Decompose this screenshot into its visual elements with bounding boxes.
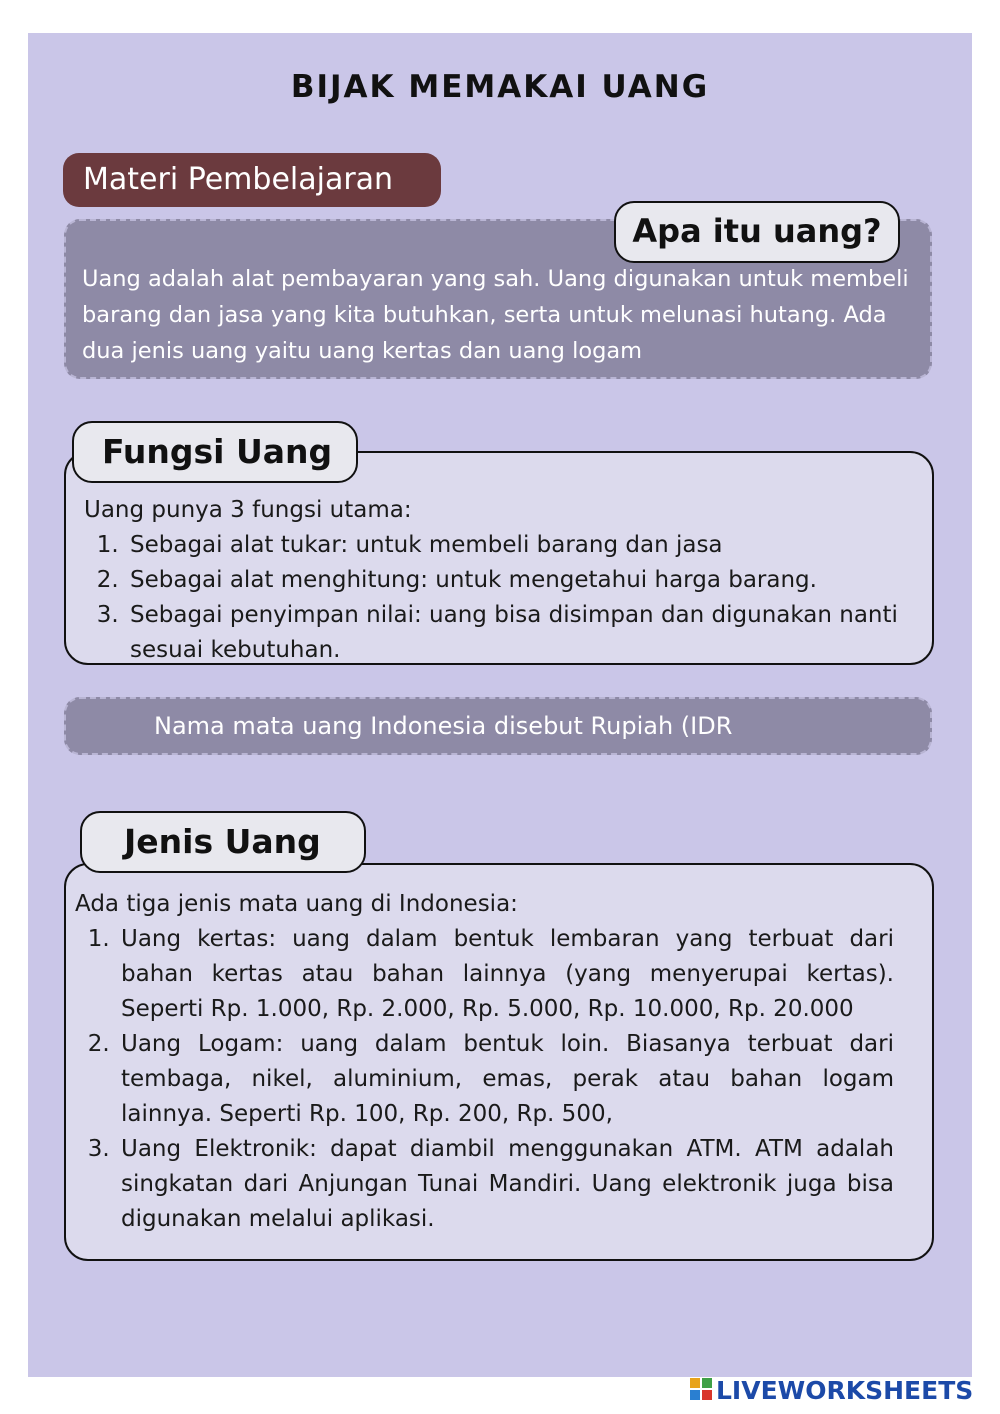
list-item: 3. Sebagai penyimpan nilai: uang bisa disimpan dan digunakan nanti sesuai kebutuhan. xyxy=(126,598,902,668)
worksheet-page xyxy=(28,33,972,1377)
fungsi-uang-heading: Fungsi Uang xyxy=(72,421,358,483)
jenis-uang-box xyxy=(64,863,934,1261)
list-item: 2. Sebagai alat menghitung: untuk mengetahui harga barang. xyxy=(126,563,902,598)
list-item: 3. Uang Elektronik: dapat diambil menggunakan ATM. ATM adalah singkatan dari Anjungan Tunai Mandiri. Uang elektronik juga bisa digunakan melalui aplikasi. xyxy=(117,1132,894,1237)
list-item: 1. Uang kertas: uang dalam bentuk lembaran yang terbuat dari bahan kertas atau bahan lainnya (yang menyerupai kertas). Seperti Rp. 1.000, Rp. 2.000, Rp. 5.000, Rp. 10.000, Rp. 20.000 xyxy=(117,922,894,1027)
liveworksheets-icon xyxy=(690,1377,714,1407)
jenis-intro: Ada tiga jenis mata uang di Indonesia: xyxy=(75,891,518,917)
apa-itu-uang-heading: Apa itu uang? xyxy=(614,201,900,263)
rupiah-box xyxy=(64,697,932,755)
brand-text: LIVEWORKSHEETS xyxy=(716,1376,974,1405)
jenis-list xyxy=(75,922,894,1237)
apa-itu-uang-text: Uang adalah alat pembayaran yang sah. Uang digunakan untuk membeli barang dan jasa yang kita butuhkan, serta untuk melunasi hutang. Ada dua jenis uang yaitu uang kertas dan uang logam xyxy=(82,266,909,364)
list-item: 2. Uang Logam: uang dalam bentuk loin. Biasanya terbuat dari tembaga, nikel, aluminium, emas, perak atau bahan logam lainnya. Seperti Rp. 100, Rp. 200, Rp. 500, xyxy=(117,1027,894,1132)
materi-pembelajaran-tag: Materi Pembelajaran xyxy=(63,153,441,207)
fungsi-list xyxy=(84,528,902,668)
list-item: 1. Sebagai alat tukar: untuk membeli barang dan jasa xyxy=(126,528,902,563)
page-title: BIJAK MEMAKAI UANG xyxy=(290,69,710,105)
liveworksheets-logo xyxy=(690,1376,973,1406)
fungsi-uang-box xyxy=(64,451,934,665)
rupiah-text: Nama mata uang Indonesia disebut Rupiah (IDR xyxy=(154,712,733,740)
jenis-uang-heading: Jenis Uang xyxy=(80,811,366,873)
fungsi-intro: Uang punya 3 fungsi utama: xyxy=(84,497,412,523)
